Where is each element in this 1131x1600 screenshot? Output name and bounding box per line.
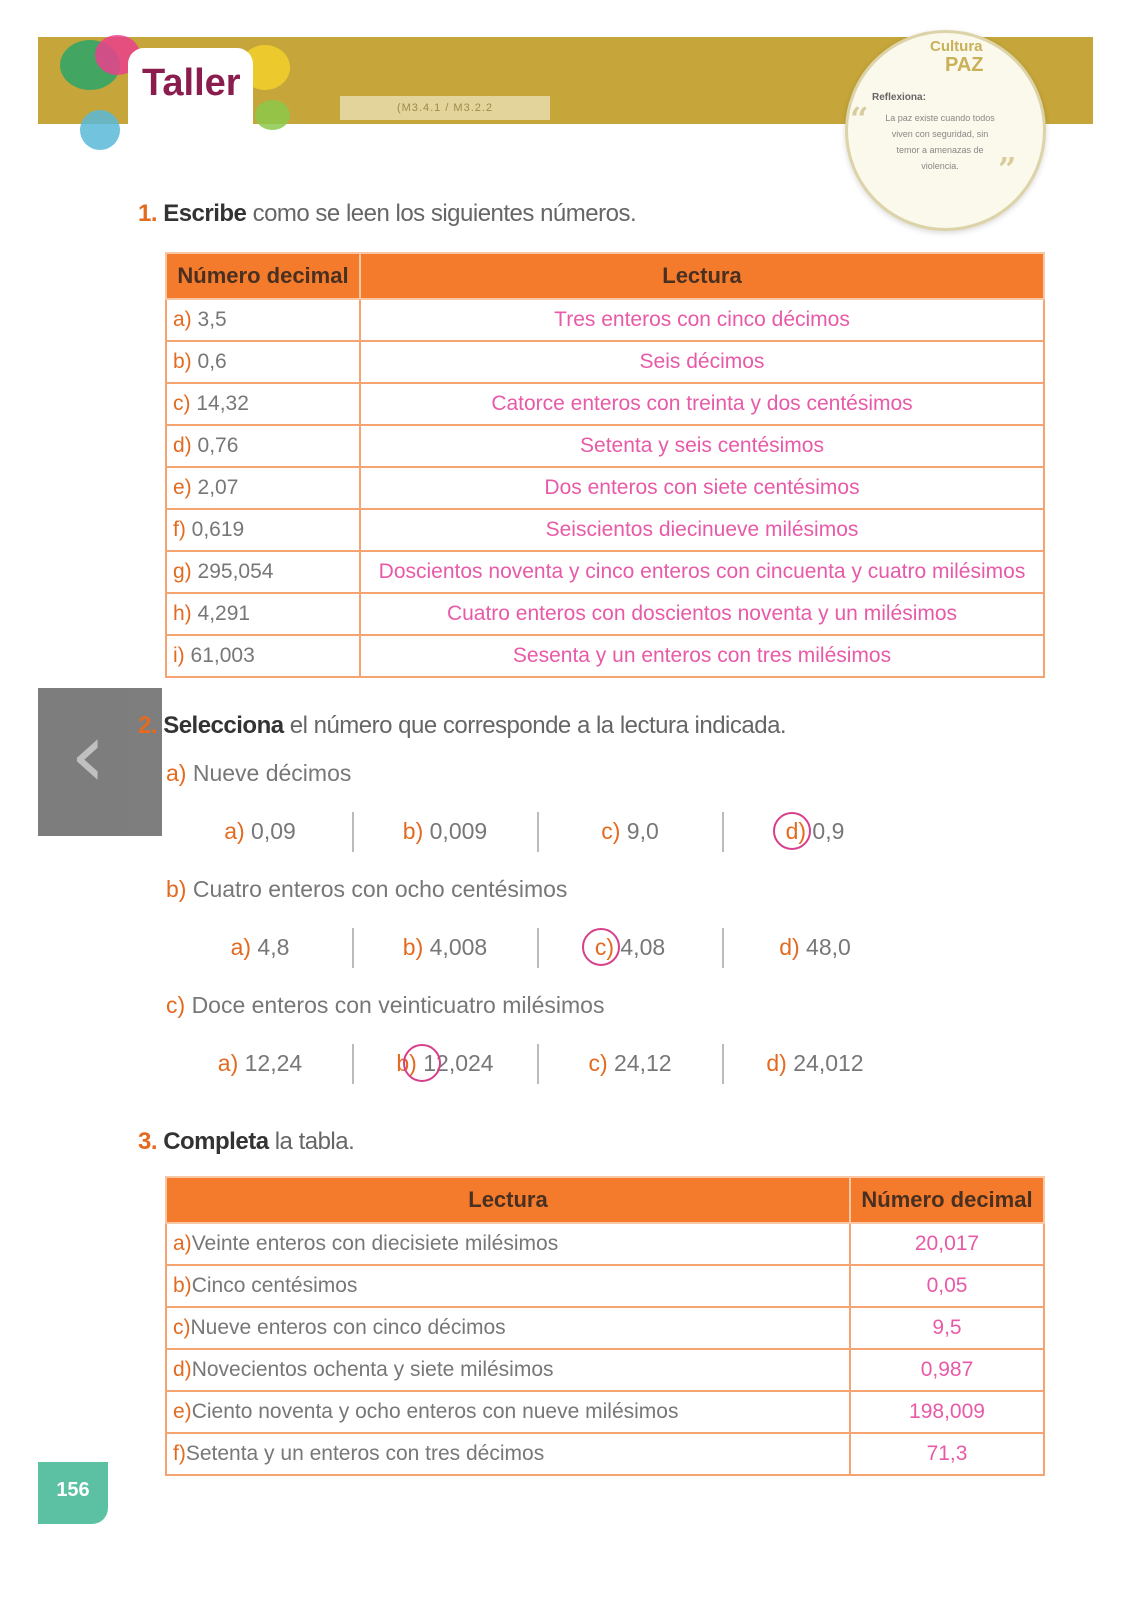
table-row [166, 593, 1044, 635]
option-value: 0,09 [251, 818, 296, 844]
option-value: 4,8 [257, 934, 290, 960]
decimal-value: 0,619 [191, 518, 245, 541]
exercise1-instruction [138, 200, 636, 228]
option-separator [722, 1044, 724, 1084]
decimal-cell [166, 425, 360, 467]
exercise2-instruction [138, 712, 786, 740]
reading-cell [166, 1265, 850, 1307]
option-a[interactable] [200, 818, 320, 845]
prompt-text: Cuatro enteros con ocho centésimos [192, 876, 568, 902]
option-value: 4,008 [429, 934, 488, 960]
option-separator [537, 1044, 539, 1084]
col-header-lectura: Lectura [360, 253, 1044, 299]
decimal-value: 61,003 [190, 644, 255, 667]
selected-answer-circle [582, 928, 620, 966]
paint-splash-decoration [80, 110, 120, 150]
reading-text: Ciento noventa y ocho enteros con nueve milésimos [191, 1400, 679, 1423]
reading-text: Nueve enteros con cinco décimos [190, 1316, 506, 1339]
decimal-answer: 9,5 [850, 1307, 1044, 1349]
row-letter: b) [173, 350, 192, 373]
prompt-letter: c) [166, 992, 186, 1018]
reading-answer: Dos enteros con siete centésimos [360, 467, 1044, 509]
row-letter: b) [173, 1274, 192, 1297]
col-header-numero: Número decimal [166, 253, 360, 299]
close-quote-icon: ” [998, 150, 1017, 188]
option-value: 0,009 [429, 818, 488, 844]
row-letter: e) [173, 1400, 192, 1423]
decimal-cell [166, 509, 360, 551]
option-letter: a) [224, 818, 245, 844]
option-letter: a) [230, 934, 252, 960]
decimal-cell [166, 299, 360, 341]
decimal-answer: 198,009 [850, 1391, 1044, 1433]
reading-answer: Cuatro enteros con doscientos noventa y un milésimos [360, 593, 1044, 635]
exercise3-number: 3. [138, 1128, 158, 1155]
exercise1-table [165, 252, 1045, 678]
table-row [166, 551, 1044, 593]
reading-answer: Tres enteros con cinco décimos [360, 299, 1044, 341]
table-row [166, 1349, 1044, 1391]
reading-answer: Seis décimos [360, 341, 1044, 383]
option-letter: c) [588, 1050, 608, 1076]
option-separator [722, 928, 724, 968]
badge-label: Reflexiona: [872, 92, 926, 103]
reading-answer: Doscientos noventa y cinco enteros con cincuenta y cuatro milésimos [360, 551, 1044, 593]
row-letter: d) [173, 1358, 192, 1381]
option-d[interactable] [755, 1050, 875, 1077]
table-row [166, 1433, 1044, 1475]
exercise2-prompt [166, 876, 567, 903]
badge-text: La paz existe cuando todos viven con seguridad, sin temor a amenazas de violencia. [885, 113, 995, 171]
decimal-cell [166, 467, 360, 509]
option-c[interactable] [570, 1050, 690, 1077]
exercise1-verb: Escribe [163, 200, 247, 227]
reading-answer: Setenta y seis centésimos [360, 425, 1044, 467]
exercise2-verb: Selecciona [163, 712, 284, 739]
col-header-lectura: Lectura [166, 1177, 850, 1223]
decimal-answer: 20,017 [850, 1223, 1044, 1265]
table-row [166, 1265, 1044, 1307]
option-c[interactable] [570, 818, 690, 845]
option-value: 24,012 [793, 1050, 864, 1076]
option-a[interactable] [200, 934, 320, 961]
decimal-cell [166, 593, 360, 635]
reading-text: Cinco centésimos [191, 1274, 358, 1297]
reading-cell [166, 1433, 850, 1475]
table-row [166, 1307, 1044, 1349]
decimal-value: 2,07 [197, 476, 239, 499]
badge-brand-top: Cultura [930, 38, 983, 55]
selected-answer-circle [773, 812, 811, 850]
option-value: 24,12 [614, 1050, 672, 1076]
option-value: 4,08 [620, 934, 666, 960]
exercise3-rest: la tabla. [268, 1128, 355, 1155]
row-letter: d) [173, 434, 192, 457]
decimal-value: 4,291 [197, 602, 251, 625]
decimal-cell [166, 383, 360, 425]
paint-splash-decoration [255, 100, 290, 130]
option-letter: c) [594, 934, 614, 960]
table-row [166, 341, 1044, 383]
decimal-answer: 0,05 [850, 1265, 1044, 1307]
option-separator [352, 928, 354, 968]
row-letter: f) [173, 518, 186, 541]
option-separator [352, 812, 354, 852]
reading-cell [166, 1223, 850, 1265]
row-letter: h) [173, 602, 192, 625]
reading-cell [166, 1349, 850, 1391]
exercise2-prompt [166, 992, 604, 1019]
table-row [166, 1223, 1044, 1265]
curriculum-code: (M3.4.1 / M3.2.2 [340, 96, 550, 120]
decimal-value: 295,054 [197, 560, 274, 583]
reading-answer: Seiscientos diecinueve milésimos [360, 509, 1044, 551]
table-row [166, 425, 1044, 467]
reading-text: Veinte enteros con diecisiete milésimos [191, 1232, 559, 1255]
page-number: 156 [38, 1462, 108, 1524]
decimal-value: 3,5 [197, 308, 227, 331]
exercise2-prompt [166, 760, 351, 787]
option-separator [537, 928, 539, 968]
reading-text: Novecientos ochenta y siete milésimos [191, 1358, 554, 1381]
option-letter: d) [779, 934, 800, 960]
reading-cell [166, 1307, 850, 1349]
option-letter: b) [402, 934, 424, 960]
exercise1-number: 1. [138, 200, 158, 227]
option-a[interactable] [200, 1050, 320, 1077]
table-row [166, 383, 1044, 425]
option-letter: a) [217, 1050, 239, 1076]
decimal-cell [166, 341, 360, 383]
prompt-letter: a) [166, 760, 187, 786]
decimal-cell [166, 551, 360, 593]
table-row [166, 635, 1044, 677]
selected-answer-circle [403, 1044, 441, 1082]
table-row [166, 509, 1044, 551]
option-letter: d) [766, 1050, 787, 1076]
option-letter: b) [396, 1050, 417, 1076]
option-b[interactable] [385, 934, 505, 961]
row-letter: i) [173, 644, 185, 667]
decimal-answer: 0,987 [850, 1349, 1044, 1391]
decimal-answer: 71,3 [850, 1433, 1044, 1475]
table-row [166, 467, 1044, 509]
option-separator [537, 812, 539, 852]
row-letter: g) [173, 560, 192, 583]
page-title: Taller [142, 62, 241, 104]
option-value: 9,0 [626, 818, 659, 844]
option-b[interactable] [385, 818, 505, 845]
row-letter: a) [173, 308, 192, 331]
option-letter: d) [785, 818, 807, 844]
row-letter: c) [173, 392, 191, 415]
option-letter: b) [402, 818, 424, 844]
exercise3-table [165, 1176, 1045, 1476]
open-quote-icon: “ [850, 100, 869, 138]
option-value: 12,24 [244, 1050, 303, 1076]
decimal-cell [166, 635, 360, 677]
prompt-text: Doce enteros con veinticuatro milésimos [191, 992, 605, 1018]
option-letter: c) [601, 818, 621, 844]
reading-cell [166, 1391, 850, 1433]
option-value: 0,9 [812, 818, 845, 844]
option-value: 12,024 [423, 1050, 494, 1076]
exercise3-instruction [138, 1128, 354, 1156]
decimal-value: 14,32 [196, 392, 249, 415]
option-separator [722, 812, 724, 852]
reading-answer: Sesenta y un enteros con tres milésimos [360, 635, 1044, 677]
reading-text: Setenta y un enteros con tres décimos [185, 1442, 545, 1465]
exercise3-verb: Completa [163, 1128, 269, 1155]
back-button[interactable] [38, 688, 162, 836]
option-separator [352, 1044, 354, 1084]
row-letter: a) [173, 1232, 192, 1255]
chevron-left-icon: ‹ [70, 703, 106, 808]
prompt-text: Nueve décimos [192, 760, 352, 786]
option-value: 48,0 [806, 934, 851, 960]
option-d[interactable] [755, 934, 875, 961]
row-letter: c) [173, 1316, 191, 1339]
exercise2-rest: el número que corresponde a la lectura indicada. [283, 712, 787, 739]
col-header-numero: Número decimal [850, 1177, 1044, 1223]
reading-answer: Catorce enteros con treinta y dos centésimos [360, 383, 1044, 425]
decimal-value: 0,6 [197, 350, 227, 373]
badge-brand-bottom: PAZ [945, 54, 984, 76]
decimal-value: 0,76 [197, 434, 239, 457]
row-letter: e) [173, 476, 192, 499]
prompt-letter: b) [166, 876, 187, 902]
table-row [166, 299, 1044, 341]
exercise1-rest: como se leen los siguientes números. [246, 200, 637, 227]
exercise2-number: 2. [138, 712, 158, 739]
row-letter: f) [173, 1442, 186, 1465]
table-row [166, 1391, 1044, 1433]
